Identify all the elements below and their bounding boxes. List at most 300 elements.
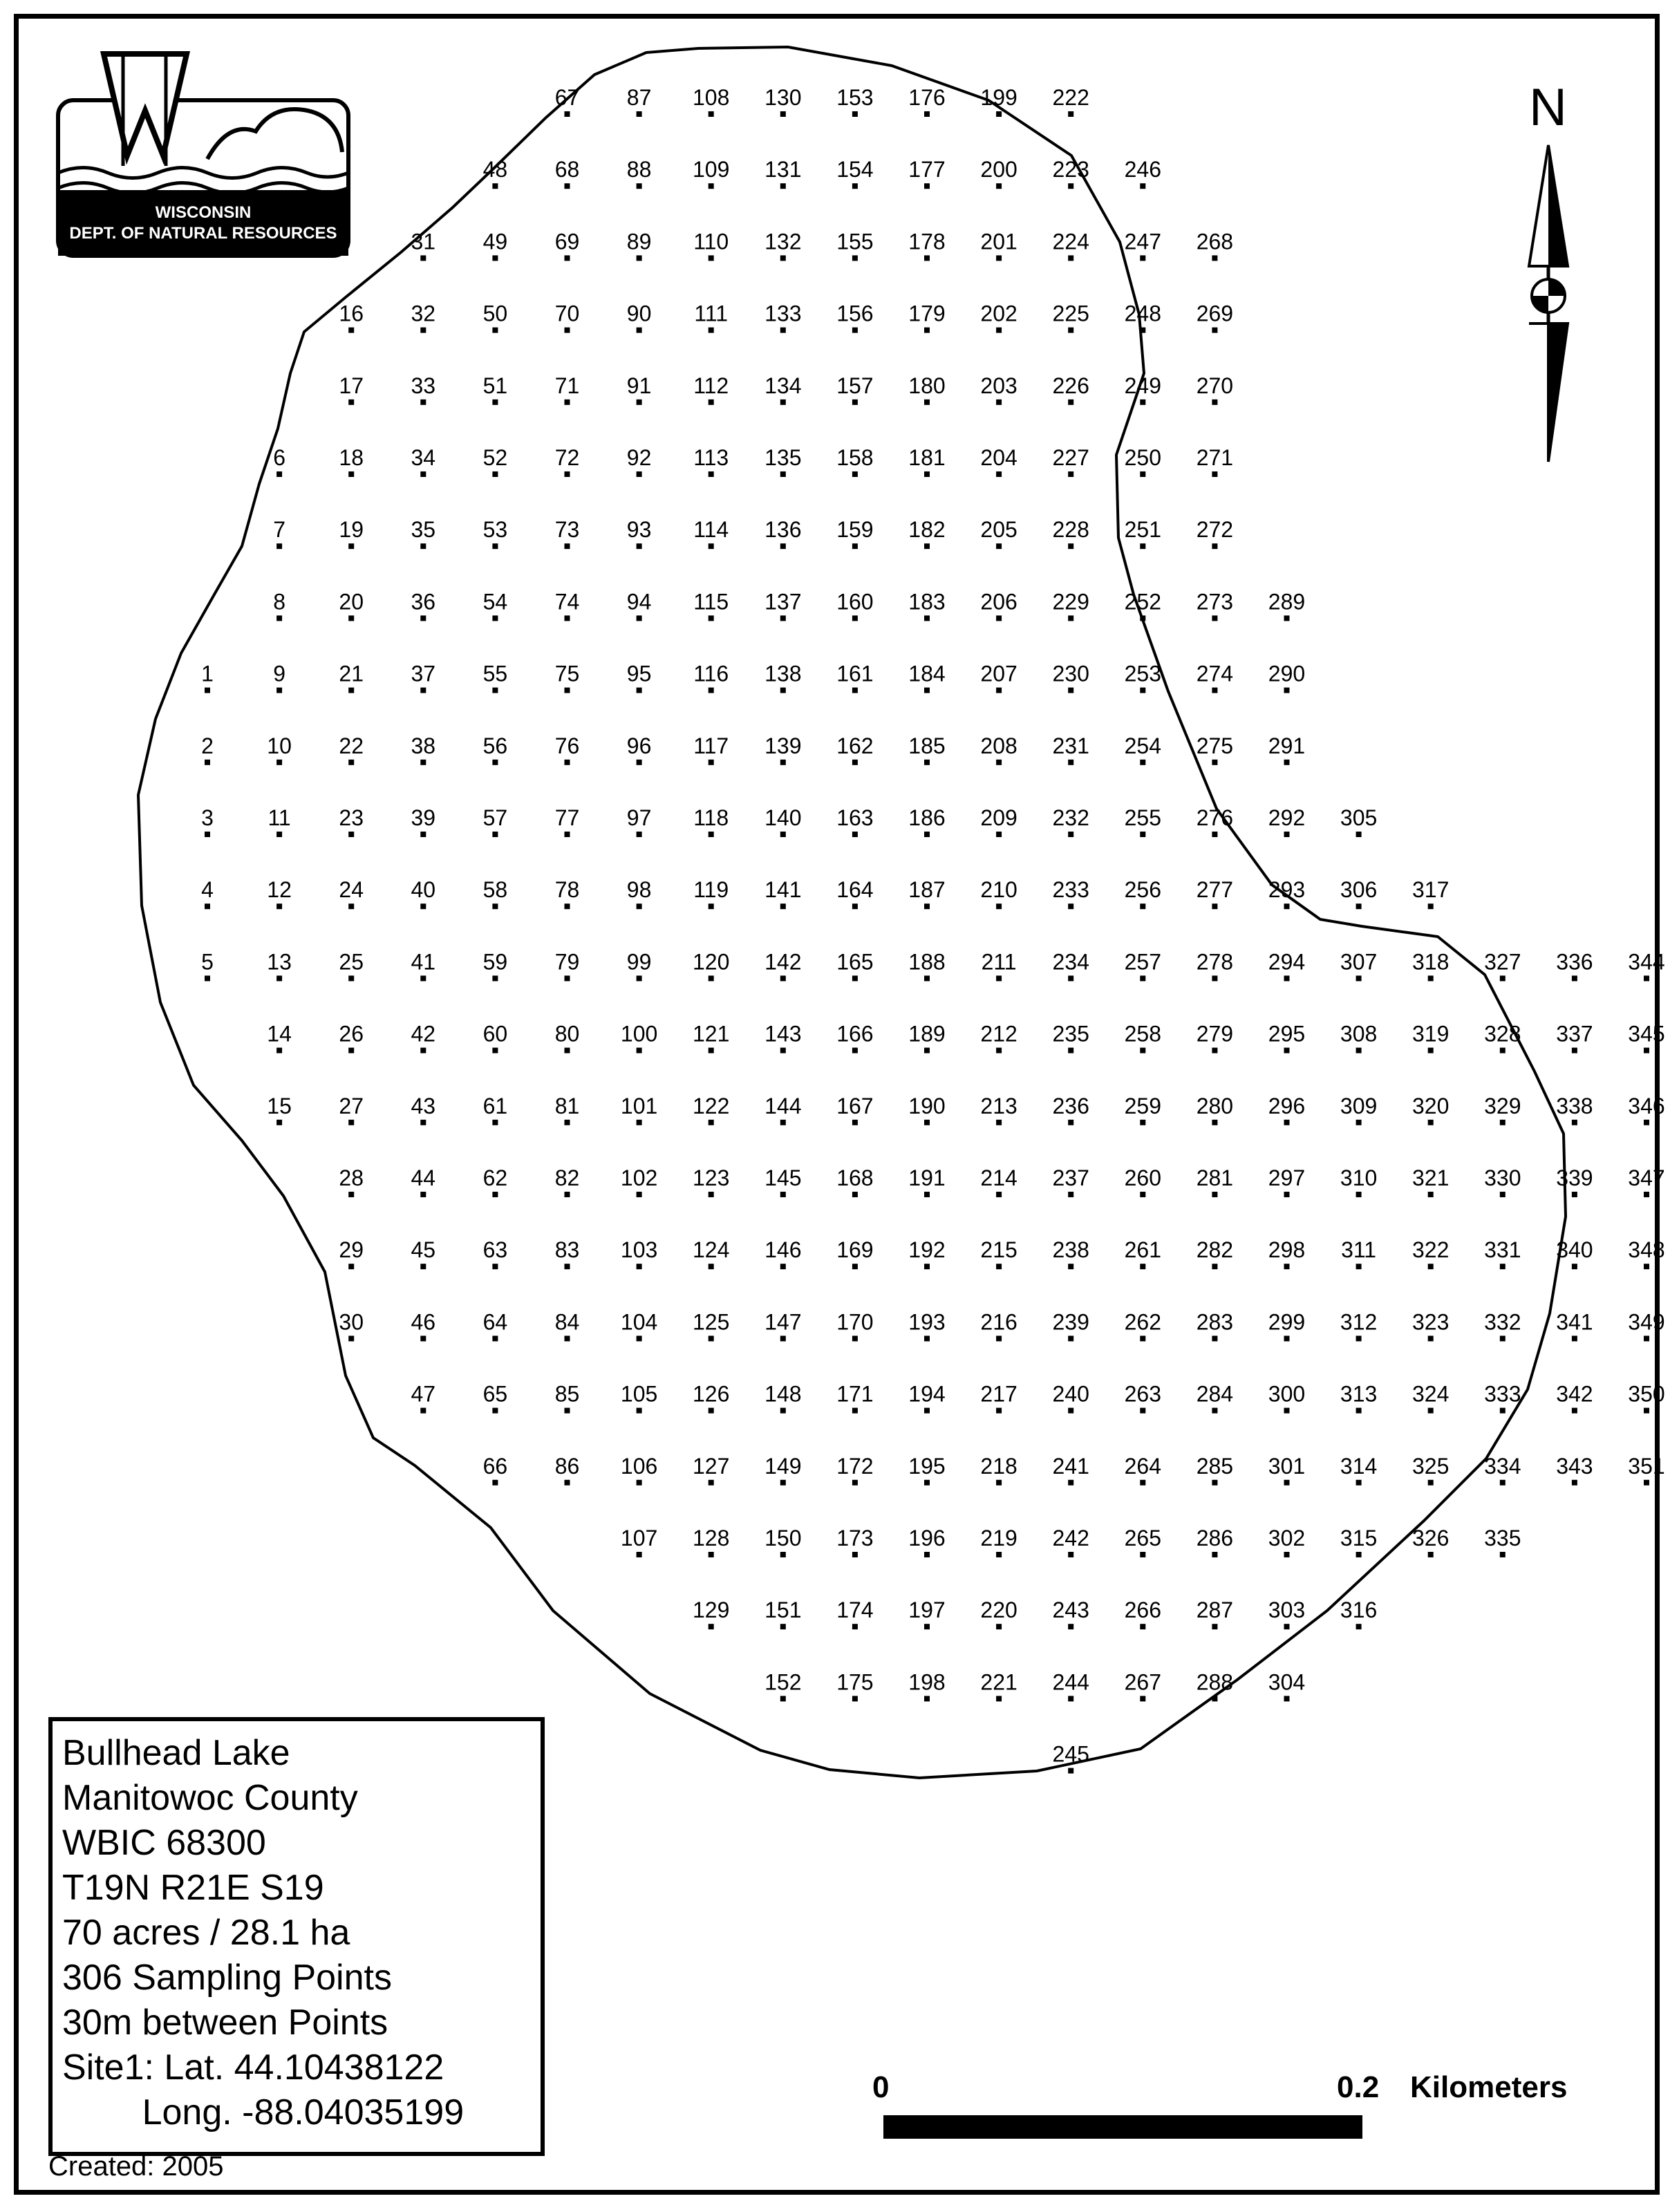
sampling-point-label: 95 xyxy=(626,661,652,686)
sampling-point-label: 210 xyxy=(980,877,1017,903)
sampling-point-label: 75 xyxy=(554,661,580,686)
sampling-point-label: 35 xyxy=(411,517,436,543)
sampling-point-label: 113 xyxy=(693,445,729,470)
sampling-point-label: 181 xyxy=(908,445,946,470)
sampling-point-label: 254 xyxy=(1124,733,1161,758)
sampling-point-label: 212 xyxy=(980,1021,1017,1047)
sampling-point-label: 164 xyxy=(836,877,874,903)
sampling-point-label: 25 xyxy=(339,949,364,975)
sampling-point-label: 298 xyxy=(1268,1237,1306,1263)
sampling-point-label: 41 xyxy=(411,949,436,975)
sampling-point-label: 49 xyxy=(482,229,508,254)
sampling-point-label: 259 xyxy=(1124,1093,1161,1118)
sampling-point-label: 108 xyxy=(693,85,730,110)
sampling-point-label: 52 xyxy=(482,445,508,470)
sampling-point-label: 189 xyxy=(908,1021,946,1047)
sampling-point-label: 8 xyxy=(273,589,285,615)
sampling-point-label: 182 xyxy=(908,517,946,543)
sampling-point-label: 205 xyxy=(980,517,1017,543)
sampling-point-label: 238 xyxy=(1052,1237,1089,1263)
sampling-point-label: 221 xyxy=(980,1669,1017,1695)
sampling-point-label: 188 xyxy=(908,949,946,975)
sampling-point-label: 323 xyxy=(1412,1309,1450,1335)
sampling-point-label: 278 xyxy=(1196,949,1234,975)
sampling-point-label: 1 xyxy=(201,661,214,686)
sampling-point-label: 263 xyxy=(1124,1381,1161,1407)
sampling-point-label: 343 xyxy=(1556,1453,1593,1479)
sampling-point-label: 326 xyxy=(1412,1526,1450,1550)
sampling-point-label: 209 xyxy=(980,805,1017,830)
sampling-point-label: 204 xyxy=(980,445,1017,470)
sampling-point-label: 270 xyxy=(1196,373,1234,398)
sampling-point-label: 311 xyxy=(1341,1237,1377,1263)
sampling-point-label: 161 xyxy=(836,661,874,686)
map-legend xyxy=(48,1717,545,2156)
sampling-point-label: 262 xyxy=(1124,1309,1161,1335)
sampling-point-label: 286 xyxy=(1196,1526,1234,1550)
sampling-point-label: 194 xyxy=(908,1381,946,1407)
sampling-point-label: 9 xyxy=(273,661,285,686)
sampling-point-label: 167 xyxy=(836,1093,874,1118)
sampling-point-label: 282 xyxy=(1196,1237,1234,1263)
sampling-point-label: 7 xyxy=(273,517,285,543)
sampling-point-label: 295 xyxy=(1268,1021,1306,1047)
sampling-point-label: 324 xyxy=(1412,1381,1450,1407)
sampling-point-label: 112 xyxy=(693,373,729,398)
sampling-point-label: 305 xyxy=(1340,805,1378,830)
sampling-point-label: 290 xyxy=(1268,661,1306,686)
sampling-point-label: 222 xyxy=(1052,85,1089,110)
sampling-point-label: 197 xyxy=(908,1597,946,1623)
sampling-point-label: 43 xyxy=(411,1093,436,1118)
sampling-point-label: 317 xyxy=(1412,877,1450,903)
sampling-point-label: 300 xyxy=(1268,1381,1306,1407)
sampling-point-label: 120 xyxy=(693,949,730,975)
sampling-point-label: 257 xyxy=(1124,949,1161,975)
sampling-point-label: 155 xyxy=(836,229,874,254)
sampling-point-label: 187 xyxy=(908,877,946,903)
sampling-point-label: 103 xyxy=(620,1237,658,1263)
sampling-point-label: 172 xyxy=(836,1453,874,1479)
sampling-point-label: 132 xyxy=(765,229,802,254)
sampling-point-label: 111 xyxy=(694,301,729,326)
sampling-point-label: 228 xyxy=(1052,517,1089,543)
sampling-point-label: 246 xyxy=(1124,157,1161,182)
scale-bar xyxy=(883,2115,1362,2139)
sampling-point-label: 178 xyxy=(908,229,946,254)
sampling-point-label: 48 xyxy=(482,157,508,182)
sampling-point-label: 196 xyxy=(908,1526,946,1550)
sampling-point-label: 162 xyxy=(836,733,874,758)
sampling-point-label: 268 xyxy=(1196,229,1234,254)
sampling-point-label: 265 xyxy=(1124,1526,1161,1550)
sampling-point-label: 312 xyxy=(1340,1309,1378,1335)
sampling-point-label: 124 xyxy=(693,1237,730,1263)
sampling-point-label: 83 xyxy=(554,1237,580,1263)
sampling-point-label: 252 xyxy=(1124,589,1161,615)
sampling-point-label: 71 xyxy=(554,373,580,398)
sampling-point-label: 166 xyxy=(836,1021,874,1047)
site-longitude: Long. -88.04035199 xyxy=(62,2092,465,2133)
sampling-point-label: 44 xyxy=(411,1165,436,1190)
sampling-point-label: 115 xyxy=(693,589,729,615)
sampling-point-label: 341 xyxy=(1556,1309,1593,1335)
sampling-point-label: 117 xyxy=(693,733,729,758)
sampling-point-label: 176 xyxy=(908,85,946,110)
sampling-point-label: 88 xyxy=(626,157,652,182)
sampling-point-label: 151 xyxy=(765,1597,802,1623)
sampling-point-label: 219 xyxy=(980,1526,1017,1550)
sampling-point-label: 277 xyxy=(1196,877,1234,903)
sampling-point-label: 45 xyxy=(411,1237,436,1263)
sampling-point-label: 186 xyxy=(908,805,946,830)
sampling-point-label: 351 xyxy=(1628,1453,1665,1479)
sampling-point-label: 5 xyxy=(201,949,214,975)
sampling-point-label: 118 xyxy=(693,805,729,830)
sampling-point-label: 119 xyxy=(693,877,729,903)
sampling-point-label: 134 xyxy=(765,373,802,398)
logo-text-dept: DEPT. OF NATURAL RESOURCES xyxy=(69,224,337,243)
sampling-point-label: 59 xyxy=(482,949,508,975)
sampling-point-label: 56 xyxy=(482,733,508,758)
sampling-point-label: 315 xyxy=(1340,1526,1378,1550)
wbic: WBIC 68300 xyxy=(62,1823,266,1863)
sampling-point-label: 126 xyxy=(693,1381,730,1407)
sampling-point-label: 80 xyxy=(554,1021,580,1047)
sampling-point-label: 211 xyxy=(981,949,1017,975)
sampling-point-label: 116 xyxy=(693,661,729,686)
sampling-point-label: 285 xyxy=(1196,1453,1234,1479)
sampling-point-label: 127 xyxy=(693,1453,730,1479)
sampling-point-label: 131 xyxy=(765,157,802,182)
sampling-point-label: 335 xyxy=(1484,1526,1521,1550)
sampling-point-label: 122 xyxy=(693,1093,730,1118)
sampling-point-label: 129 xyxy=(693,1597,730,1623)
county: Manitowoc County xyxy=(62,1778,358,1818)
sampling-point-label: 101 xyxy=(620,1093,658,1118)
sampling-point-label: 243 xyxy=(1052,1597,1089,1623)
sampling-point-label: 279 xyxy=(1196,1021,1234,1047)
sampling-point-label: 180 xyxy=(908,373,946,398)
sampling-point-label: 329 xyxy=(1484,1093,1521,1118)
sampling-point-label: 97 xyxy=(626,805,652,830)
point-spacing: 30m between Points xyxy=(62,2003,388,2043)
sampling-point-label: 148 xyxy=(765,1381,802,1407)
sampling-point-label: 68 xyxy=(554,157,580,182)
sampling-point-label: 284 xyxy=(1196,1381,1234,1407)
sampling-point-label: 90 xyxy=(626,301,652,326)
sampling-point-label: 173 xyxy=(836,1526,874,1550)
sampling-point-label: 289 xyxy=(1268,589,1306,615)
sampling-point-label: 67 xyxy=(554,85,580,110)
sampling-point-label: 46 xyxy=(411,1309,436,1335)
sampling-point-label: 234 xyxy=(1052,949,1089,975)
scale-start-label: 0 xyxy=(872,2070,890,2104)
sampling-point-label: 287 xyxy=(1196,1597,1234,1623)
sampling-point-label: 14 xyxy=(267,1021,292,1047)
sampling-point-label: 42 xyxy=(411,1021,436,1047)
sampling-point-label: 26 xyxy=(339,1021,364,1047)
sampling-point-label: 202 xyxy=(980,301,1017,326)
sampling-point-label: 91 xyxy=(626,373,652,398)
sampling-point-label: 4 xyxy=(201,877,214,903)
sampling-point-label: 86 xyxy=(554,1453,580,1479)
sampling-point-label: 153 xyxy=(836,85,874,110)
sampling-point-label: 128 xyxy=(693,1526,730,1550)
sampling-point-label: 313 xyxy=(1340,1381,1378,1407)
sampling-point-label: 199 xyxy=(980,85,1017,110)
sampling-point-label: 36 xyxy=(411,589,436,615)
logo-text-wisconsin: WISCONSIN xyxy=(155,203,252,222)
sampling-point-label: 137 xyxy=(765,589,802,615)
sampling-point-label: 76 xyxy=(554,733,580,758)
sampling-point-label: 19 xyxy=(339,517,364,543)
sampling-point-label: 314 xyxy=(1340,1453,1378,1479)
sampling-point-label: 328 xyxy=(1484,1021,1521,1047)
sampling-point-label: 23 xyxy=(339,805,364,830)
sampling-point-label: 307 xyxy=(1340,949,1378,975)
sampling-point-label: 13 xyxy=(267,949,292,975)
sampling-point-label: 143 xyxy=(765,1021,802,1047)
sampling-point-label: 106 xyxy=(620,1453,658,1479)
sampling-point-label: 47 xyxy=(411,1381,436,1407)
sampling-point-label: 89 xyxy=(626,229,652,254)
sampling-point-label: 163 xyxy=(836,805,874,830)
sampling-point-label: 159 xyxy=(836,517,874,543)
sampling-point-label: 198 xyxy=(908,1669,946,1695)
sampling-point-label: 146 xyxy=(765,1237,802,1263)
sampling-point-label: 63 xyxy=(482,1237,508,1263)
sampling-point-label: 218 xyxy=(980,1453,1017,1479)
sampling-point-label: 266 xyxy=(1124,1597,1161,1623)
sampling-point-label: 12 xyxy=(267,877,292,903)
sampling-point-label: 200 xyxy=(980,157,1017,182)
sampling-point-label: 136 xyxy=(765,517,802,543)
lake-name: Bullhead Lake xyxy=(62,1733,290,1773)
sampling-point-label: 142 xyxy=(765,949,802,975)
sampling-point-label: 267 xyxy=(1124,1669,1161,1695)
sampling-point-label: 230 xyxy=(1052,661,1089,686)
sampling-point-label: 98 xyxy=(626,877,652,903)
sampling-point-label: 15 xyxy=(267,1093,292,1118)
sampling-point-label: 345 xyxy=(1628,1021,1665,1047)
sampling-point-label: 31 xyxy=(411,229,436,254)
sampling-point-label: 269 xyxy=(1196,301,1234,326)
sampling-point-label: 241 xyxy=(1052,1453,1089,1479)
sampling-point-label: 347 xyxy=(1628,1165,1665,1190)
sampling-point-label: 233 xyxy=(1052,877,1089,903)
sampling-point-label: 325 xyxy=(1412,1453,1450,1479)
sampling-point-label: 227 xyxy=(1052,445,1089,470)
sampling-point-label: 171 xyxy=(836,1381,874,1407)
sampling-point-label: 297 xyxy=(1268,1165,1306,1190)
sampling-point-label: 283 xyxy=(1196,1309,1234,1335)
sampling-point-label: 152 xyxy=(765,1669,802,1695)
sampling-point-label: 74 xyxy=(554,589,580,615)
sampling-point-label: 39 xyxy=(411,805,436,830)
sampling-point-label: 158 xyxy=(836,445,874,470)
sampling-point-label: 40 xyxy=(411,877,436,903)
sampling-point-label: 253 xyxy=(1124,661,1161,686)
sampling-point-label: 231 xyxy=(1052,733,1089,758)
sampling-point-label: 55 xyxy=(482,661,508,686)
sampling-point-label: 240 xyxy=(1052,1381,1089,1407)
sampling-point-label: 346 xyxy=(1628,1093,1665,1118)
sampling-point-label: 250 xyxy=(1124,445,1161,470)
sampling-point-label: 264 xyxy=(1124,1453,1161,1479)
sampling-point-label: 157 xyxy=(836,373,874,398)
sampling-point-label: 102 xyxy=(620,1165,658,1190)
sampling-point-label: 350 xyxy=(1628,1381,1665,1407)
sampling-point-label: 288 xyxy=(1196,1669,1234,1695)
sampling-point-label: 261 xyxy=(1124,1237,1161,1263)
sampling-point-label: 168 xyxy=(836,1165,874,1190)
sampling-point-label: 336 xyxy=(1556,949,1593,975)
sampling-point-label: 247 xyxy=(1124,229,1161,254)
sampling-point-label: 310 xyxy=(1340,1165,1378,1190)
sampling-point-label: 121 xyxy=(693,1021,730,1047)
sampling-point-label: 81 xyxy=(554,1093,580,1118)
sampling-point-label: 177 xyxy=(908,157,946,182)
sampling-point-label: 281 xyxy=(1196,1165,1234,1190)
sampling-point-label: 274 xyxy=(1196,661,1234,686)
sampling-point-label: 302 xyxy=(1268,1526,1306,1550)
sampling-point-label: 27 xyxy=(339,1093,364,1118)
sampling-point-label: 292 xyxy=(1268,805,1306,830)
site-latitude: Site1: Lat. 44.10438122 xyxy=(62,2047,444,2088)
sampling-point-label: 156 xyxy=(836,301,874,326)
sampling-point-label: 73 xyxy=(554,517,580,543)
sampling-point-label: 301 xyxy=(1268,1453,1306,1479)
sampling-point-label: 53 xyxy=(482,517,508,543)
north-label: N xyxy=(1529,78,1567,137)
sampling-point-label: 30 xyxy=(339,1309,364,1335)
sampling-point-label: 21 xyxy=(339,661,364,686)
sampling-point-label: 54 xyxy=(482,589,508,615)
sampling-point-label: 244 xyxy=(1052,1669,1089,1695)
sampling-point-label: 224 xyxy=(1052,229,1089,254)
sampling-point-label: 109 xyxy=(693,157,730,182)
sampling-point-label: 66 xyxy=(482,1453,508,1479)
sampling-point-label: 133 xyxy=(765,301,802,326)
sampling-point-label: 94 xyxy=(626,589,652,615)
sampling-point-label: 334 xyxy=(1484,1453,1521,1479)
sampling-point-label: 175 xyxy=(836,1669,874,1695)
sampling-point-label: 28 xyxy=(339,1165,364,1190)
sampling-point-label: 70 xyxy=(554,301,580,326)
sampling-point-label: 72 xyxy=(554,445,580,470)
sampling-point-label: 203 xyxy=(980,373,1017,398)
sampling-point-label: 303 xyxy=(1268,1597,1306,1623)
sampling-point-label: 319 xyxy=(1412,1021,1450,1047)
sampling-point-label: 110 xyxy=(693,229,729,254)
sampling-point-label: 130 xyxy=(765,85,802,110)
sampling-point-label: 183 xyxy=(908,589,946,615)
sampling-point-label: 337 xyxy=(1556,1021,1593,1047)
sampling-point-label: 260 xyxy=(1124,1165,1161,1190)
sampling-point-label: 309 xyxy=(1340,1093,1378,1118)
sampling-point-label: 258 xyxy=(1124,1021,1161,1047)
sampling-point-label: 147 xyxy=(765,1309,802,1335)
sampling-point-label: 24 xyxy=(339,877,364,903)
sampling-point-label: 201 xyxy=(980,229,1017,254)
sampling-point-label: 316 xyxy=(1340,1597,1378,1623)
sampling-point-label: 135 xyxy=(765,445,802,470)
sampling-point-label: 296 xyxy=(1268,1093,1306,1118)
sampling-point-label: 251 xyxy=(1124,517,1161,543)
sampling-point-label: 33 xyxy=(411,373,436,398)
sampling-point-label: 185 xyxy=(908,733,946,758)
sampling-point-label: 193 xyxy=(908,1309,946,1335)
sampling-point-label: 64 xyxy=(482,1309,508,1335)
sampling-point-label: 154 xyxy=(836,157,874,182)
sampling-point-label: 179 xyxy=(908,301,946,326)
sampling-point-label: 61 xyxy=(482,1093,508,1118)
sampling-point-label: 10 xyxy=(267,733,292,758)
sampling-point-label: 84 xyxy=(554,1309,580,1335)
sampling-point-label: 184 xyxy=(908,661,946,686)
sampling-point-label: 77 xyxy=(554,805,580,830)
sampling-point-label: 220 xyxy=(980,1597,1017,1623)
sampling-point-label: 215 xyxy=(980,1237,1017,1263)
sampling-point-label: 192 xyxy=(908,1237,946,1263)
sampling-point-label: 331 xyxy=(1484,1237,1521,1263)
sampling-point-label: 11 xyxy=(268,805,291,830)
sampling-point-label: 79 xyxy=(554,949,580,975)
sampling-point-label: 93 xyxy=(626,517,652,543)
sampling-point-label: 256 xyxy=(1124,877,1161,903)
sampling-point-label: 69 xyxy=(554,229,580,254)
sampling-point-label: 145 xyxy=(765,1165,802,1190)
sampling-point-label: 237 xyxy=(1052,1165,1089,1190)
sampling-point-label: 78 xyxy=(554,877,580,903)
sampling-point-label: 322 xyxy=(1412,1237,1450,1263)
sampling-point-label: 16 xyxy=(339,301,364,326)
created-date: Created: 2005 xyxy=(48,2151,224,2182)
sampling-point-label: 51 xyxy=(482,373,508,398)
sampling-point-label: 342 xyxy=(1556,1381,1593,1407)
sampling-point-label: 245 xyxy=(1052,1741,1089,1767)
sampling-point-label: 273 xyxy=(1196,589,1234,615)
sampling-point-label: 276 xyxy=(1196,805,1234,830)
sampling-point-label: 160 xyxy=(836,589,874,615)
sampling-point-label: 150 xyxy=(765,1526,802,1550)
scale-unit-label: Kilometers xyxy=(1410,2070,1568,2104)
sampling-point-label: 138 xyxy=(765,661,802,686)
sampling-point-label: 190 xyxy=(908,1093,946,1118)
sampling-point-label: 170 xyxy=(836,1309,874,1335)
sampling-point-label: 125 xyxy=(693,1309,730,1335)
sampling-point-label: 318 xyxy=(1412,949,1450,975)
sampling-point-label: 291 xyxy=(1268,733,1306,758)
sampling-point-label: 191 xyxy=(908,1165,946,1190)
sampling-point-label: 225 xyxy=(1052,301,1089,326)
sampling-point-label: 332 xyxy=(1484,1309,1521,1335)
sampling-point-label: 99 xyxy=(626,949,652,975)
sampling-point-label: 107 xyxy=(620,1526,658,1550)
sampling-point-label: 236 xyxy=(1052,1093,1089,1118)
sampling-point-label: 2 xyxy=(201,733,214,758)
sampling-point-label: 29 xyxy=(339,1237,364,1263)
sampling-point-label: 62 xyxy=(482,1165,508,1190)
sampling-point-label: 293 xyxy=(1268,877,1306,903)
scale-end-label: 0.2 xyxy=(1337,2070,1380,2104)
sampling-point-label: 96 xyxy=(626,733,652,758)
sampling-point-label: 100 xyxy=(620,1021,658,1047)
sampling-point-label: 344 xyxy=(1628,949,1665,975)
sampling-point-label: 321 xyxy=(1412,1165,1450,1190)
sampling-point-label: 330 xyxy=(1484,1165,1521,1190)
